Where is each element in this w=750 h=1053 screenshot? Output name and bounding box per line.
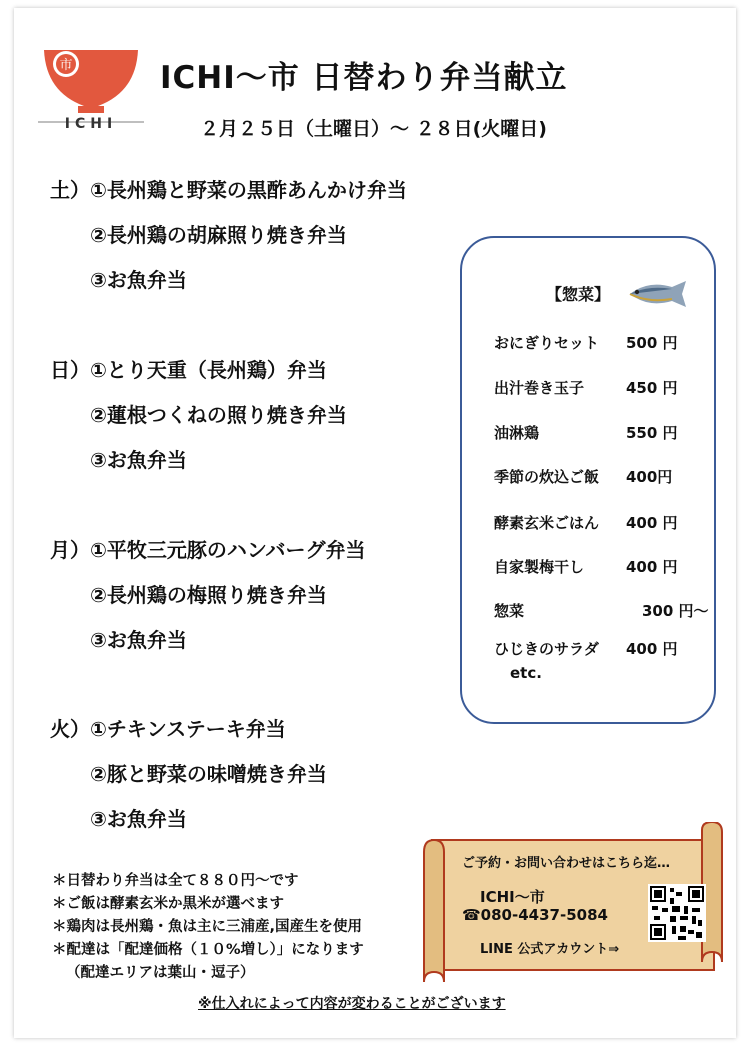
menu-line: 土）①長州鶏と野菜の黒酢あんかけ弁当 [50,178,407,202]
contact-lead: ご予約・お問い合わせはこちら迄… [462,856,671,871]
note-line: ＊ご飯は酵素玄米か黒米が選べます [52,896,284,912]
sozai-item-price: 400 円 [626,640,678,658]
menu-line: ②豚と野菜の味噌焼き弁当 [90,762,327,786]
sozai-item-name: 酵素玄米ごはん [494,514,600,532]
note-line: ＊鶏肉は長州鶏・魚は主に三浦産,国産生を使用 [52,919,363,935]
sozai-item-price: 450 円 [626,379,678,397]
sozai-item-price: 400 円 [626,558,678,576]
sozai-item [494,422,678,443]
sozai-item [494,466,673,487]
day-monday [50,528,480,663]
note-line: ＊日替わり弁当は全て８８０円～です [52,873,299,889]
menu-line: ③お魚弁当 [90,448,187,472]
menu-line: 火）①チキンステーキ弁当 [50,717,286,741]
menu-line: ②蓮根つくねの照り焼き弁当 [90,403,347,427]
menu-line: ③お魚弁当 [90,268,187,292]
menu-line: ②長州鶏の胡麻照り焼き弁当 [90,223,347,247]
sozai-item-name: 出汁巻き玉子 [494,379,585,397]
sozai-item [494,556,678,577]
sozai-item-name: 季節の炊込ご飯 [494,468,600,486]
sozai-item-price: 400円 [626,468,673,486]
contact-name: ICHI～市 [480,888,545,906]
sozai-item [494,512,678,533]
sozai-item-price: 550 円 [626,424,678,442]
sozai-item [494,377,678,398]
day-saturday [50,168,480,303]
qr-code[interactable] [648,884,706,942]
footer-note: ※仕入れによって内容が変わることがございます [198,996,506,1012]
contact-phone: ☎080-4437-5084 [462,906,608,924]
menu-line: ③お魚弁当 [90,628,187,652]
contact-line: LINE 公式アカウント⇒ [480,942,620,957]
note-line: （配達エリアは葉山・逗子） [66,965,255,981]
menu-line: 日）①とり天重（長州鶏）弁当 [50,358,327,382]
menu-line: ③お魚弁当 [90,807,187,831]
sozai-item-name: ひじきのサラダ [494,640,599,658]
menu-line: ②長州鶏の梅照り焼き弁当 [90,583,327,607]
sozai-item [494,332,678,353]
day-sunday [50,348,480,483]
sozai-item-name: 惣菜 [494,602,525,620]
sozai-item [494,600,709,621]
sozai-item-name: おにぎりセット [494,334,600,352]
menu-line: 月）①平牧三元豚のハンバーグ弁当 [50,538,366,562]
logo-text: ICHI [64,116,118,132]
sozai-item-price: 400 円 [626,514,678,532]
fish-icon [626,278,694,310]
date-range: ２月２５日（土曜日）～ ２８日(火曜日) [200,118,547,140]
sozai-item-price: 500 円 [626,334,678,352]
page-title: ICHI～市 日替わり弁当献立 [160,60,568,96]
logo-char: 市 [59,58,73,73]
sozai-item-name: 油淋鶏 [494,424,540,442]
ichi-logo [38,40,144,132]
sozai-box [460,236,716,724]
sozai-title: 【惣菜】 [546,285,611,304]
sozai-item [494,638,678,659]
note-line: ＊配達は「配達価格（１０%増し）」になります [52,942,364,958]
sozai-item-name: 自家製梅干し [494,558,585,576]
sozai-item-price: 300 円～ [642,602,709,620]
day-tuesday [50,707,480,842]
notes [52,870,364,985]
sozai-etc: etc. [510,664,542,682]
